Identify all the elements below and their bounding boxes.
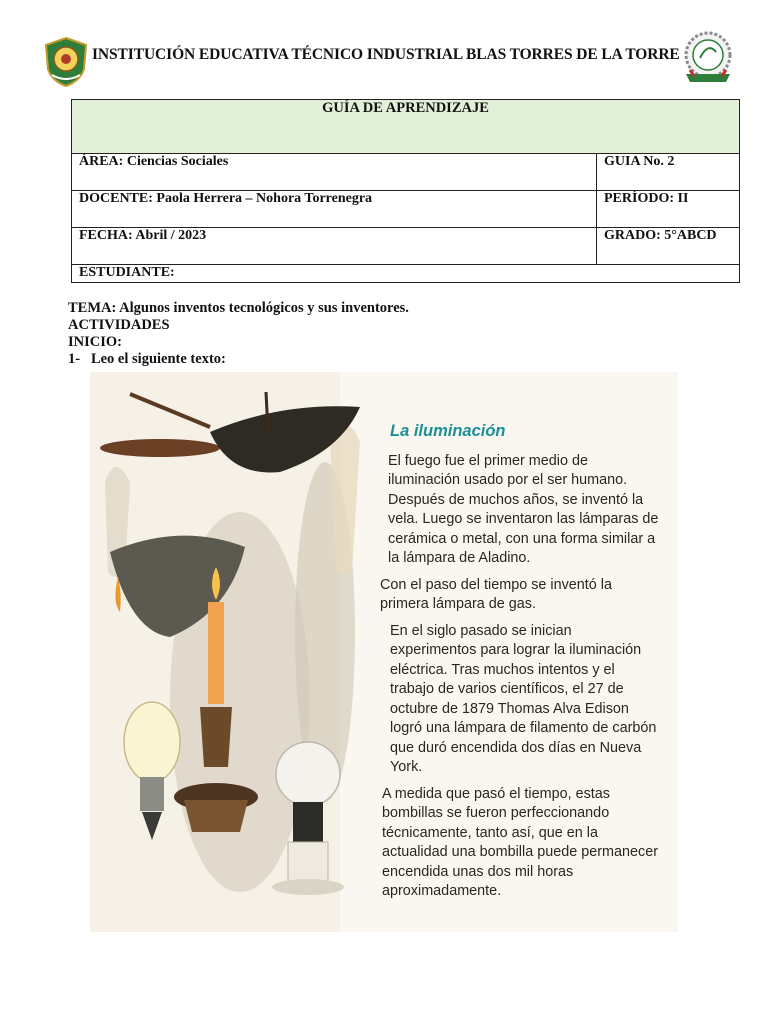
activities-heading: ACTIVIDADES [68, 317, 170, 333]
guide-number-cell: GUIA No. 2 [597, 154, 740, 191]
document-header [0, 30, 768, 90]
anniversary-seal-icon [680, 30, 736, 88]
guide-title: GUÍA DE APRENDIZAJE [72, 100, 740, 154]
learning-guide-table [71, 99, 740, 283]
topic-line: TEMA: Algunos inventos tecnológicos y sus inventores. [68, 300, 409, 316]
intro-section [68, 300, 718, 368]
article-paragraph-2: Con el paso del tiempo se inventó la primera lámpara de gas. [380, 576, 612, 612]
student-cell: ESTUDIANTE: [72, 265, 740, 283]
step-one: 1- Leo el siguiente texto: [68, 351, 226, 367]
grade-cell: GRADO: 5°ABCD [597, 228, 740, 265]
institution-name: INSTITUCIÓN EDUCATIVA TÉCNICO INDUSTRIAL BLAS TORRES DE LA TORRE [92, 46, 680, 63]
date-cell: FECHA: Abril / 2023 [72, 228, 597, 265]
area-cell: ÁREA: Ciencias Sociales [72, 154, 597, 191]
article-paragraph-1: El fuego fue el primer medio de iluminación usado por el ser humano. Después de muchos años, se inventó la vela. Luego se inventaron las lámparas de cerámica o metal, con una forma similar a la lámpara de Aladino. [388, 452, 659, 566]
period-cell: PERÍODO: II [597, 191, 740, 228]
article-paragraph-3: En el siglo pasado se inician experimentos para lograr la iluminación eléctrica. Tras muchos intentos y el trabajo de varios científicos, el 27 de octubre de 1879 Thomas Alva Edison logró una lámpara de filamento de carbón que duró encendida dos días en Nueva York. [390, 622, 657, 775]
school-crest-icon [44, 37, 88, 87]
start-heading: INICIO: [68, 334, 122, 350]
lighting-article [360, 422, 660, 909]
article-paragraph-4: A medida que pasó el tiempo, estas bombillas se fueron perfeccionando técnicamente, tanto así, que en la actualidad una bombilla puede permanecer encendida unas dos mil horas aproximadamente. [382, 785, 659, 899]
article-heading: La iluminación [390, 422, 506, 440]
lighting-illustration [90, 372, 678, 932]
teacher-cell: DOCENTE: Paola Herrera – Nohora Torrenegra [72, 191, 597, 228]
